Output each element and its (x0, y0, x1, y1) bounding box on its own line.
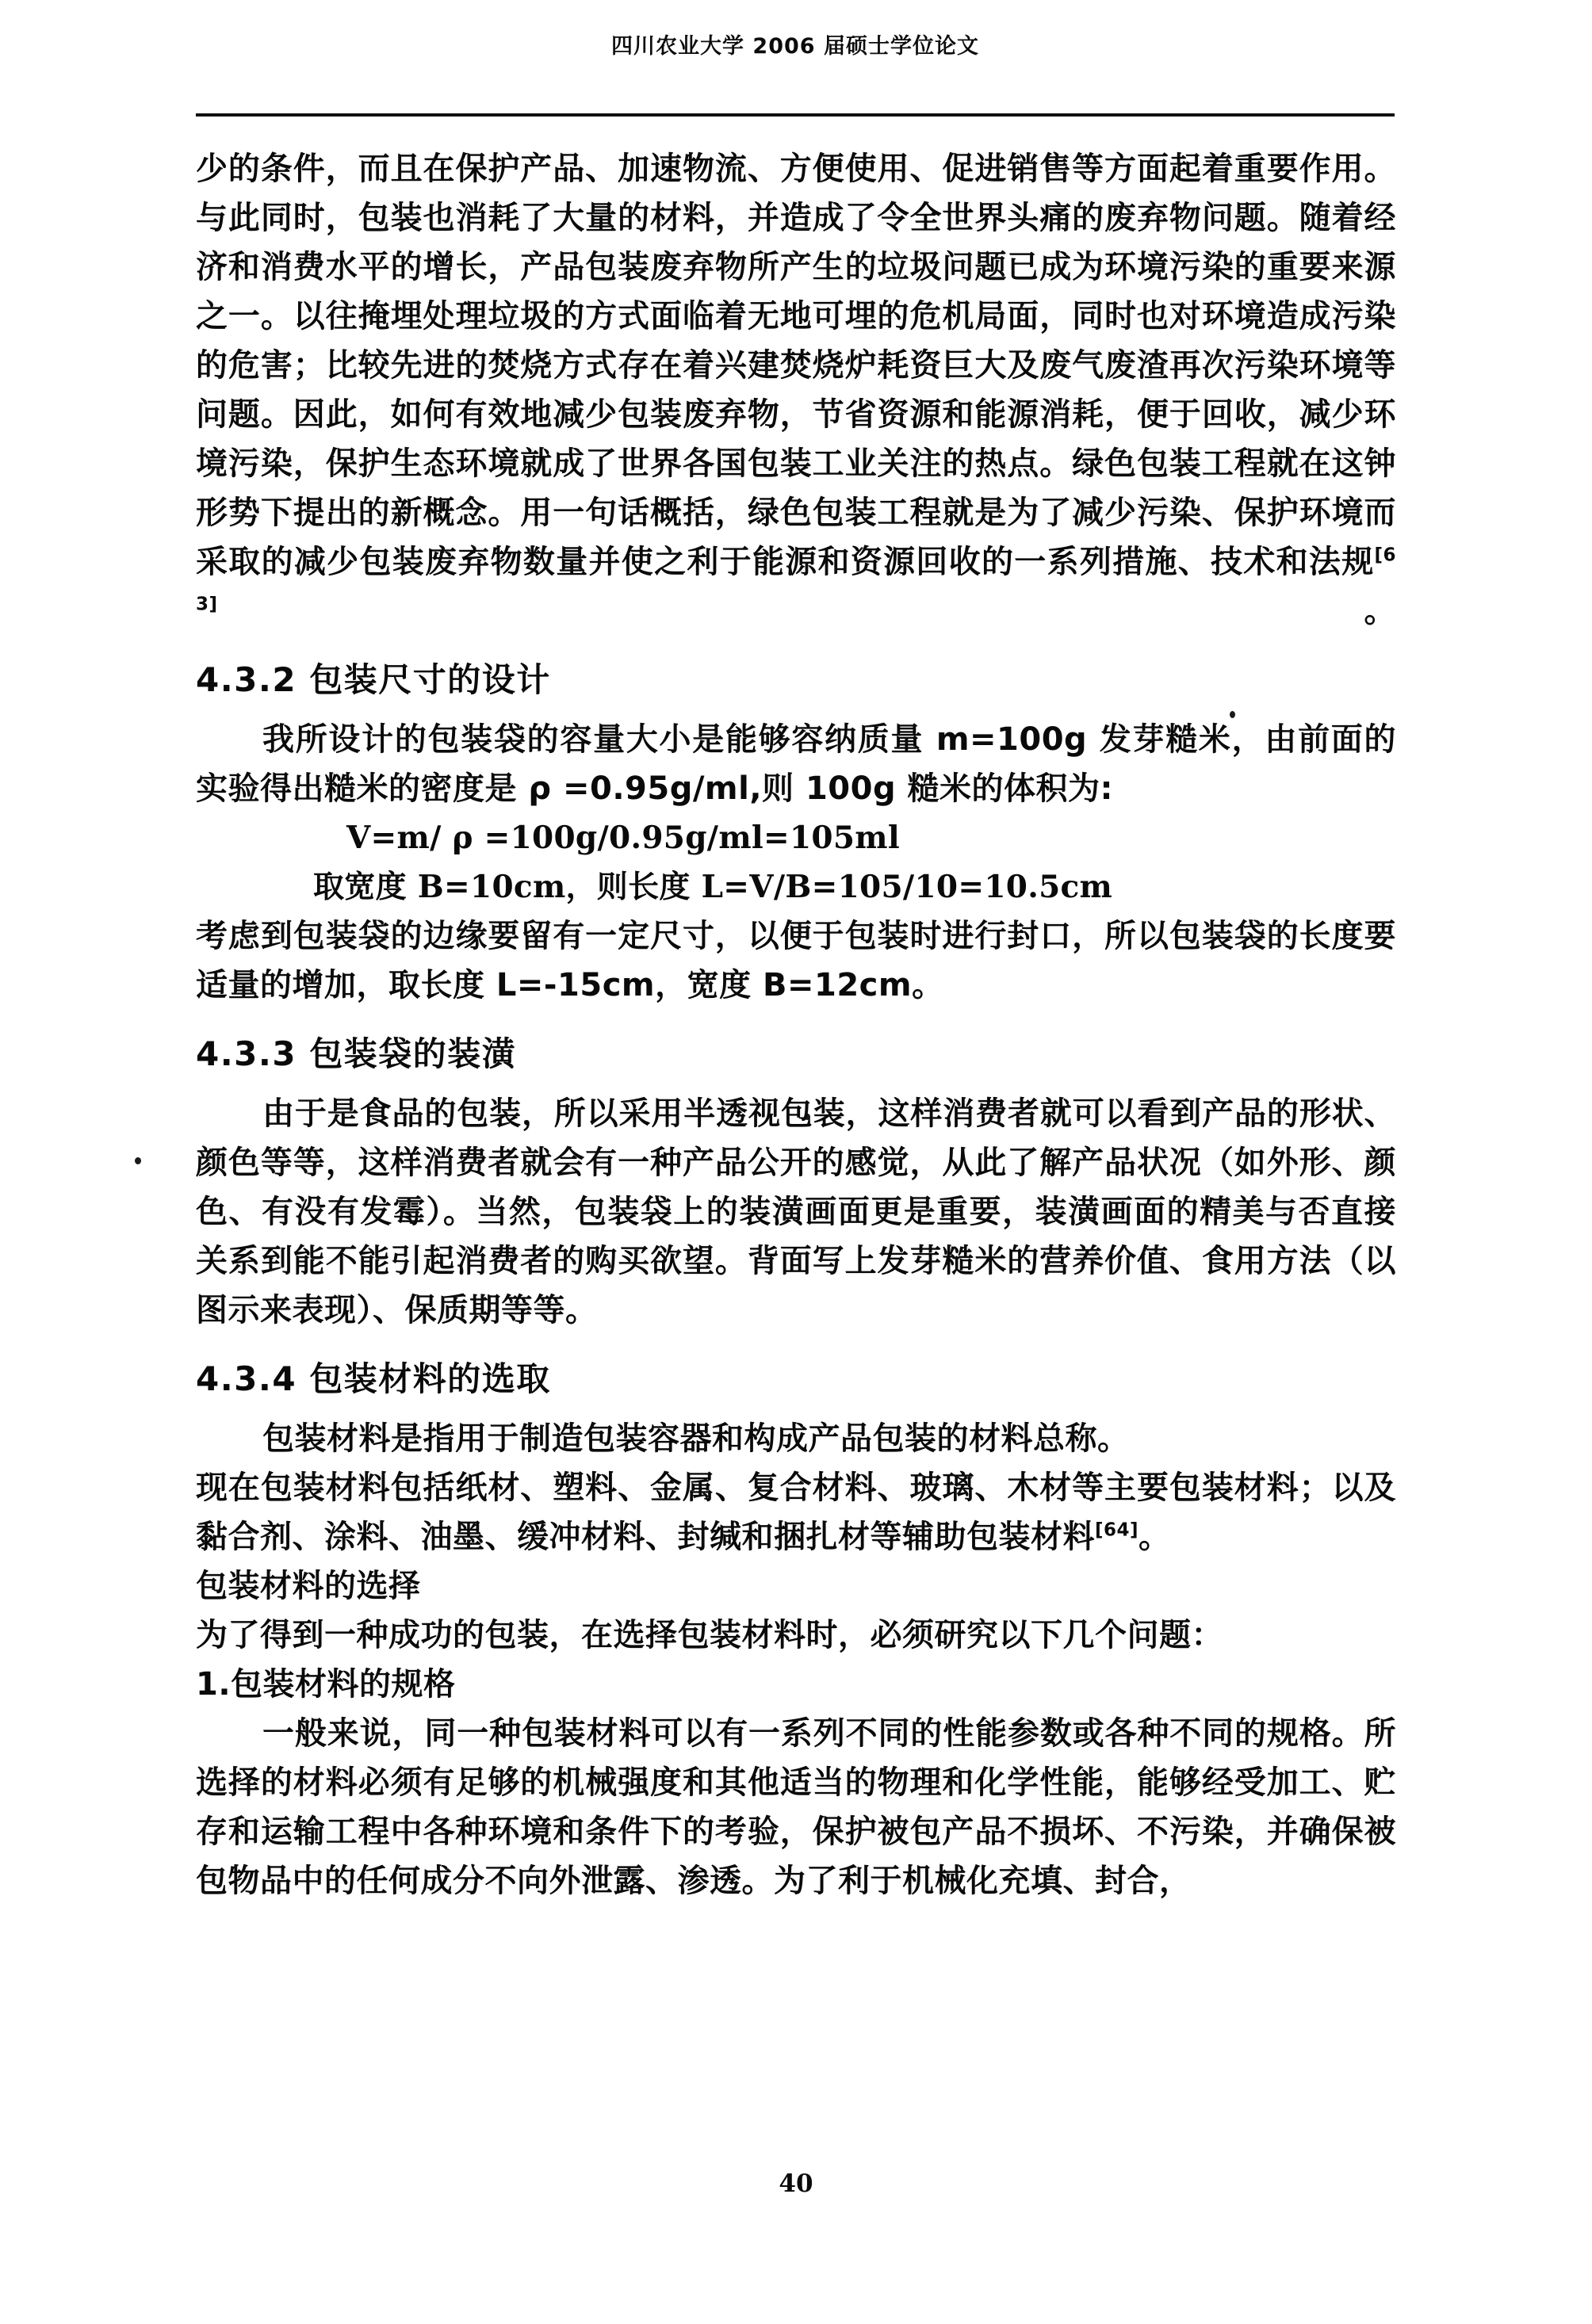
subheading-material-choice: 包装材料的选择 (196, 1568, 421, 1604)
page-number: 40 (779, 2169, 813, 2198)
running-header (196, 33, 1395, 60)
running-header-title: 四川农业大学 2006 届硕士学位论文 (611, 34, 979, 59)
header-divider-rule (196, 113, 1395, 117)
citation-reference-63: [63] (196, 545, 1396, 615)
paragraph-4-3-4-b-text: 现在包装材料包括纸材、塑料、金属、复合材料、玻璃、木材等主要包装材料；以及黏合剂、涂料、油墨、缓冲材料、封缄和捆扎材等辅助包装材料 (196, 1470, 1396, 1555)
section-heading-4-3-4: 4.3.4 包装材料的选取 (196, 1359, 551, 1398)
paragraph-intro-text: 少的条件，而且在保护产品、加速物流、方便使用、促进销售等方面起着重要作用。与此同时，包装也消耗了大量的材料，并造成了令全世界头痛的废弃物问题。随着经济和消费水平的增长，产品包装废弃物所产生的垃圾问题已成为环境污染的重要来源之一。以往掩埋处理垃圾的方式面临着无地可埋的危机局面，同时也对环境造成污染的危害；比较先进的焚烧方式存在着兴建焚烧炉耗资巨大及废气废渣再次污染环境等问题。因此，如何有效地减少包装废弃物，节省资源和能源消耗，便于回收，减少环境污染，保护生态环境就成了世界各国包装工业关注的热点。绿色包装工程就在这钟形势下提出的新概念。用一句话概括，绿色包装工程就是为了减少污染、保护环境而采取的减少包装废弃物数量并使之利于能源和资源回收的一系列措施、技术和法规 (196, 151, 1396, 580)
paragraph-4-3-4-a: 包装材料是指用于制造包装容器和构成产品包装的材料总称。 (262, 1420, 1130, 1457)
paragraph-4-3-4-b (196, 1463, 1396, 1561)
scan-speck (135, 1157, 141, 1164)
paragraph-4-3-4-d: 一般来说，同一种包装材料可以有一系列不同的性能参数或各种不同的规格。所选择的材料必须有足够的机械强度和其他适当的物理和化学性能，能够经受加工、贮存和运输工程中各种环境和条件下的考验，保护被包产品不损坏、不污染，并确保被包物品中的任何成分不向外泄露、渗透。为了利于机械化充填、封合， (196, 1715, 1396, 1899)
formula-volume: V=m/ ρ =100g/0.95g/ml=105ml (346, 820, 900, 856)
paragraph-intro-tail: 。 (217, 593, 1396, 629)
section-heading-4-3-3: 4.3.3 包装袋的装潢 (196, 1034, 517, 1073)
paragraph-intro (196, 144, 1396, 636)
paragraph-4-3-2-tail: 考虑到包装袋的边缘要留有一定尺寸，以便于包装时进行封口，所以包装袋的长度要适量的增加，取长度 L=-15cm，宽度 B=12cm。 (196, 918, 1396, 1003)
list-item-1-material-spec: 1.包装材料的规格 (196, 1666, 456, 1703)
document-body (196, 144, 1396, 1905)
formula-dimensions: 取宽度 B=10cm，则长度 L=V/B=105/10=10.5cm (313, 869, 1113, 905)
citation-reference-64: [64] (1095, 1519, 1139, 1541)
paragraph-4-3-3: 由于是食品的包装，所以采用半透视包装，这样消费者就可以看到产品的形状、颜色等等，这样消费者就会有一种产品公开的感觉，从此了解产品状况（如外形、颜色、有没有发霉）。当然，包装袋上的装潢画面更是重要，装潢画面的精美与否直接关系到能不能引起消费者的购买欲望。背面写上发芽糙米的营养价值、食用方法（以图示来表现）、保质期等等。 (196, 1095, 1396, 1328)
paragraph-4-3-2-intro: 我所设计的包装袋的容量大小是能够容纳质量 m=100g 发芽糙米，由前面的实验得出糙米的密度是 ρ =0.95g/ml,则 100g 糙米的体积为: (196, 721, 1396, 807)
paragraph-4-3-4-b-tail: 。 (1139, 1519, 1171, 1555)
paragraph-4-3-4-c: 为了得到一种成功的包装，在选择包装材料时，必须研究以下几个问题： (196, 1617, 1223, 1653)
section-heading-4-3-2: 4.3.2 包装尺寸的设计 (196, 660, 551, 699)
page-footer (0, 2169, 1592, 2198)
